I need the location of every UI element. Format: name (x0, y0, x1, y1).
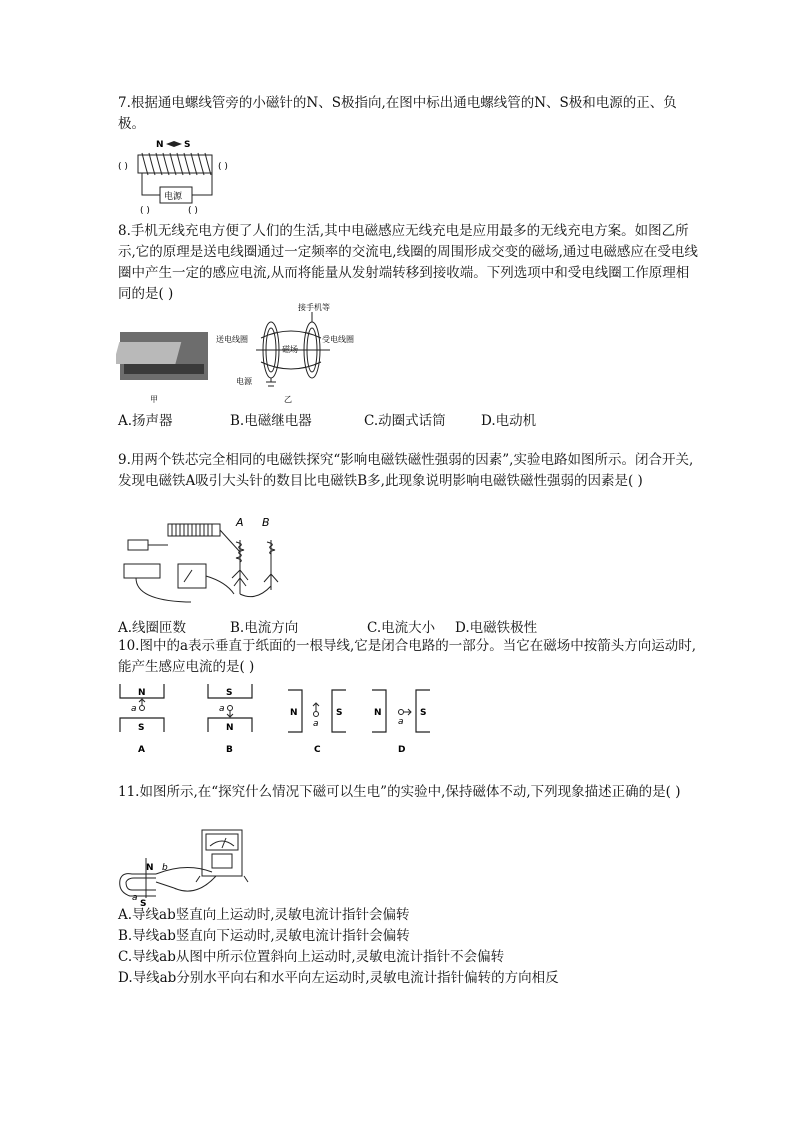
option-b[interactable]: B.电流方向 (230, 620, 299, 636)
compass-needle (166, 141, 182, 147)
d-wire-label: a (398, 717, 404, 727)
send-coil-label: 送电线圈 (216, 335, 248, 344)
label-jia: 甲 (150, 395, 158, 404)
needle-n-label: N (156, 140, 164, 150)
question-11-text: 11.如图所示,在“探究什么情况下磁可以生电”的实验中,保持磁体不动,下列现象描述正确的是( ) (118, 784, 681, 800)
option-b[interactable]: B.导线ab竖直向下运动时,灵敏电流计指针会偏转 (118, 928, 410, 944)
question-9-options (118, 616, 537, 636)
c-n-label: N (290, 708, 298, 718)
fig-label-b: B (226, 745, 233, 755)
magnet-n-label: N (146, 863, 154, 873)
induction-options-figure (116, 680, 446, 760)
wireless-charging-figure (116, 302, 376, 406)
solenoid-right-paren: ( ) (218, 162, 228, 172)
option-c[interactable]: C.导线ab从图中所示位置斜向上运动时,灵敏电流计指针不会偏转 (118, 949, 505, 965)
question-11-options (118, 905, 700, 989)
question-11 (118, 782, 700, 803)
option-a[interactable]: A.扬声器 (118, 413, 173, 429)
c-s-label: S (336, 708, 343, 718)
question-7 (118, 93, 700, 135)
option-d[interactable]: D.电磁铁极性 (455, 620, 538, 636)
d-s-label: S (420, 708, 427, 718)
option-b[interactable]: B.电磁继电器 (230, 413, 312, 429)
magnet-a-label: A (236, 516, 244, 529)
c-wire-label: a (313, 719, 319, 729)
a-n-label: N (138, 688, 146, 698)
option-c[interactable]: C.动圈式话筒 (364, 413, 446, 429)
solenoid-left-paren: ( ) (118, 162, 128, 172)
power-label: 电源 (164, 192, 183, 202)
induction-experiment-figure (116, 822, 256, 908)
d-n-label: N (374, 708, 382, 718)
b-wire-label: a (219, 704, 225, 714)
question-9 (118, 450, 700, 492)
b-n-label: N (226, 723, 234, 733)
option-d[interactable]: D.电动机 (481, 413, 537, 429)
magnet-b-label: B (262, 516, 270, 529)
fig-label-c: C (314, 745, 321, 755)
a-s-label: S (138, 723, 145, 733)
question-10-text: 10.图中的a表示垂直于纸面的一根导线,它是闭合电路的一部分。当它在磁场中按箭头方向运动时,能产生感应电流的是( ) (118, 638, 697, 675)
question-8-options (118, 409, 536, 429)
option-a[interactable]: A.导线ab竖直向上运动时,灵敏电流计指针会偏转 (118, 907, 410, 923)
field-label: 磁场 (282, 345, 298, 354)
phone-label: 接手机等 (298, 303, 330, 312)
needle-s-label: S (184, 140, 191, 150)
power-right-paren: ( ) (188, 206, 198, 216)
question-8 (118, 221, 700, 305)
fig-label-a: A (138, 745, 145, 755)
b-s-label: S (226, 688, 233, 698)
power-left-paren: ( ) (140, 206, 150, 216)
question-10 (118, 636, 700, 678)
power-label-q8: 电源 (236, 377, 252, 386)
solenoid-figure (116, 137, 246, 217)
wire-b-label: b (162, 863, 168, 873)
option-c[interactable]: C.电流大小 (367, 620, 436, 636)
label-yi: 乙 (284, 395, 292, 404)
magnet-s-label: S (140, 899, 147, 908)
electromagnet-circuit-figure (116, 512, 286, 608)
question-7-text: 7.根据通电螺线管旁的小磁针的N、S极指向,在图中标出通电螺线管的N、S极和电源的正、负极。 (118, 95, 677, 132)
question-8-text: 8.手机无线充电方便了人们的生活,其中电磁感应无线充电是应用最多的无线充电方案。如图乙所示,它的原理是送电线圈通过一定频率的交流电,线圈的周围形成交变的磁场,通过电磁感应在受电线圈中产生一定的感应电流,从而将能量从发射端转移到接收端。下列选项中和受电线圈工作原理相同的是( ) (118, 223, 698, 302)
a-wire-label: a (131, 704, 137, 714)
option-d[interactable]: D.导线ab分别水平向右和水平向左运动时,灵敏电流计指针偏转的方向相反 (118, 970, 559, 986)
option-a[interactable]: A.线圈匝数 (118, 620, 187, 636)
recv-coil-label: 受电线圈 (322, 335, 354, 344)
question-9-text: 9.用两个铁芯完全相同的电磁铁探究“影响电磁铁磁性强弱的因素”,实验电路如图所示。闭合开关,发现电磁铁A吸引大头针的数目比电磁铁B多,此现象说明影响电磁铁磁性强弱的因素是( ) (118, 452, 694, 489)
wire-a-label: a (132, 893, 138, 903)
fig-label-d: D (398, 745, 406, 755)
